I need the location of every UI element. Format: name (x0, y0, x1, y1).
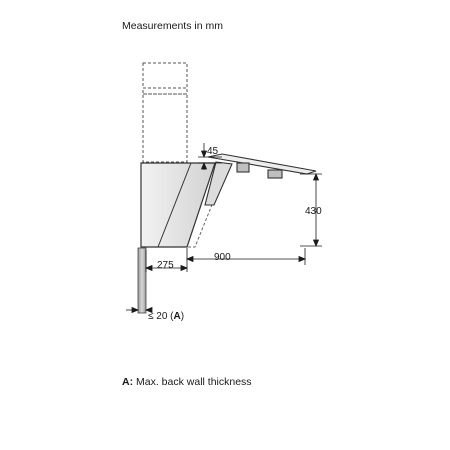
width-label: 900 (214, 252, 231, 263)
measurements-heading: Measurements in mm (122, 20, 223, 32)
back-wall (138, 248, 146, 313)
wall-thickness-label: ≤ 20 (A) (148, 311, 185, 322)
width-dimension (187, 248, 305, 265)
hood-body (141, 163, 215, 247)
gap-label: 45 (207, 146, 219, 157)
footnote (122, 376, 252, 388)
height-label: 430 (305, 206, 322, 217)
open-flap (205, 154, 316, 205)
footnote-code: A: (122, 376, 134, 388)
footnote-text: Max. back wall thickness (133, 376, 252, 388)
chimney-outline (143, 63, 187, 162)
depth-label: 275 (157, 260, 174, 271)
